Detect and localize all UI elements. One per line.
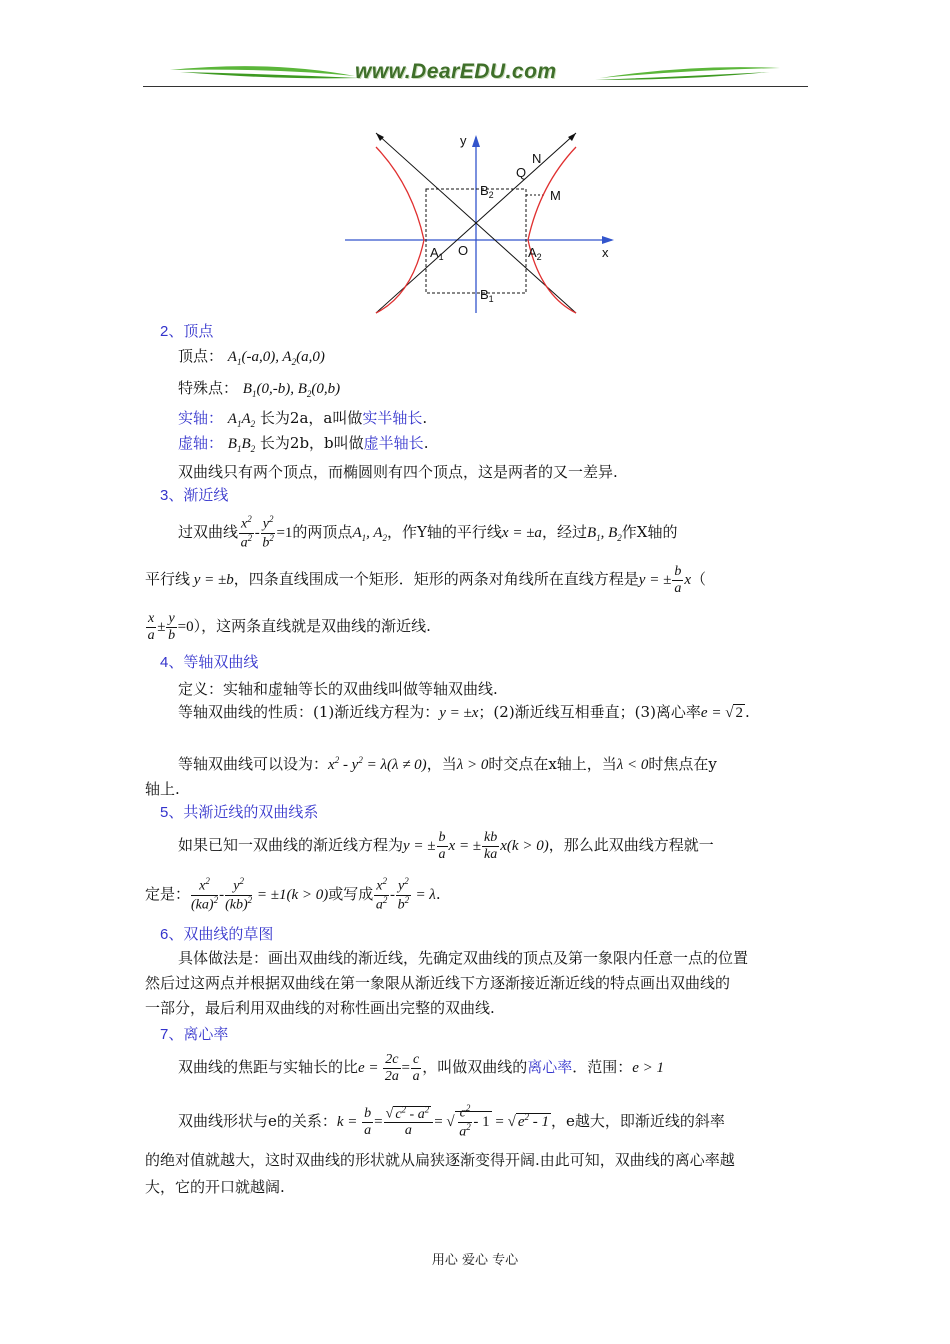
- vertex-note: 双曲线只有两个顶点，而椭圆则有四个顶点，这是两者的又一差异.: [178, 463, 618, 481]
- asymptote-para-3: $\frac{x}{a}$ ± $\frac{y}{b}$ =0），这两条直线就是双曲线的渐近线.: [147, 611, 431, 643]
- section-3-title: 3、渐近线: [160, 487, 229, 504]
- common-asymptote-para-1: 如果已知一双曲线的渐近线方程为y = ± $\frac{b}{a}$ x = ± $\frac{kb}{ka}$ x(k > 0)，那么此双曲线方程就一: [178, 830, 714, 862]
- imag-axis-label: 虚轴：: [178, 434, 224, 452]
- equilateral-properties: 等轴双曲线的性质：(1)渐近线方程为：y = ±x；(2)渐近线互相垂直；(3)离心率e = √ 2 .: [178, 703, 750, 721]
- x-axis-arrow: [602, 236, 614, 244]
- svg-text:x: [602, 245, 609, 260]
- eccentricity-line-4: 大，它的开口就越阔.: [145, 1178, 285, 1196]
- svg-text:A1: [430, 245, 444, 262]
- eccentricity-para-2: 双曲线形状与e的关系：k = $\frac{b}{a}$ = $\frac{√ c^2 - a^2}{a}$ = √ $\frac{c^2}{a^2}$ - 1 = √ $e^2 - 1$ ，e越大，即渐近线的斜率: [178, 1103, 725, 1140]
- vertex-formula: $A_1(-a,0)$, $A_2(a,0)$: [227, 349, 325, 367]
- eccentricity-para-1: 双曲线的焦距与实轴长的比e = $\frac{2c}{2a}$ = $\frac{c}{a}$ ，叫做双曲线的离心率．范围：e > 1: [178, 1052, 665, 1084]
- site-url: www.DearEDU.com: [355, 60, 557, 83]
- label-origin: O: [458, 243, 469, 258]
- imag-axis-formula: $B_1B_2$: [227, 436, 256, 454]
- section-7-title: 7、离心率: [160, 1026, 229, 1043]
- page-footer: 用心 爱心 专心: [431, 1253, 519, 1268]
- svg-text:M: [550, 188, 561, 203]
- real-axis-text: 长为2a，a叫做: [255, 409, 363, 427]
- equilateral-setup-2: 轴上.: [145, 780, 180, 798]
- real-axis-formula: $A_1A_2$: [227, 411, 256, 429]
- hyperbola-figure: [340, 125, 620, 317]
- svg-text:O: [458, 243, 468, 258]
- hyperbola-right-branch: [528, 147, 576, 313]
- section-4-title: 4、等轴双曲线: [160, 654, 259, 671]
- svg-text:A2: [528, 245, 542, 262]
- label-b1: B: [480, 287, 489, 302]
- real-axis-line: 实轴： $A_1A_2$ 长为2a，a叫做实半轴长.: [178, 409, 428, 429]
- section-5-title: 5、共渐近线的双曲线系: [160, 804, 319, 821]
- special-label: 特殊点：: [178, 379, 239, 397]
- asymptote-para-2: 平行线 y = ±b，四条直线围成一个矩形．矩形的两条对角线所在直线方程是y = ± $\frac{b}{a}$ x（: [145, 564, 706, 596]
- asymptote-para-1: 过双曲线 $\frac{x^2}{a^2}$ - $\frac{y^2}{b^2}$ =1的两顶点$A_1$, $A_2$，作Y轴的平行线x = ±a，经过$B_1$, $B_2$作X轴的: [178, 514, 678, 551]
- equilateral-setup-1: 等轴双曲线可以设为：$x^2 - y^2 = \lambda(\lambda \ne 0)$，当λ > 0时交点在x轴上，当λ < 0时焦点在y: [178, 755, 717, 773]
- header-rule: [143, 86, 808, 87]
- section-6-title: 6、双曲线的草图: [160, 926, 274, 943]
- label-b2-sub: 2: [488, 190, 494, 200]
- label-a1-sub: 1: [438, 252, 444, 262]
- sketch-line-3: 一部分，最后利用双曲线的对称性画出完整的双曲线.: [145, 999, 495, 1017]
- special-formula: $B_1(0,-b)$, $B_2(0,b)$: [242, 381, 341, 399]
- label-q: Q: [516, 165, 527, 180]
- label-b1-sub: 1: [488, 294, 494, 304]
- svg-text:B2: [480, 183, 494, 200]
- equilateral-definition: 定义：实轴和虚轴等长的双曲线叫做等轴双曲线.: [178, 680, 498, 698]
- y-axis-arrow: [472, 135, 480, 147]
- real-axis-term: 实半轴长: [362, 409, 423, 427]
- hyperbola-left-branch: [376, 147, 424, 313]
- real-axis-label: 实轴：: [178, 409, 224, 427]
- imag-axis-text: 长为2b，b叫做: [255, 434, 364, 452]
- common-asymptote-para-2: 定是： $\frac{x^2}{(ka)^2}$ - $\frac{y^2}{(kb)^2}$ = ±1(k > 0)或写成 $\frac{x^2}{a^2}$ - $\frac{y^2}{b^2}$ = λ.: [145, 876, 441, 913]
- label-x: x: [602, 245, 609, 260]
- imag-axis-term: 虚半轴长: [363, 434, 424, 452]
- special-point-line: [178, 378, 340, 404]
- label-a1: A: [430, 245, 439, 260]
- vertex-line: [178, 346, 325, 372]
- label-y: y: [460, 133, 467, 148]
- vertex-label: 顶点：: [178, 347, 224, 365]
- label-a2: A: [528, 245, 537, 260]
- imag-axis-line: 虚轴： $B_1B_2$ 长为2b，b叫做虚半轴长.: [178, 434, 429, 454]
- section-2-title: 2、顶点: [160, 323, 214, 340]
- eccentricity-line-3: 的绝对值就越大，这时双曲线的形状就从扁狭逐渐变得开阔.由此可知，双曲线的离心率越: [145, 1151, 735, 1169]
- label-n: N: [532, 151, 542, 166]
- sketch-line-1: 具体做法是：画出双曲线的渐近线，先确定双曲线的顶点及第一象限内任意一点的位置: [178, 949, 749, 967]
- label-b2: B: [480, 183, 489, 198]
- svg-text:y: [460, 133, 467, 148]
- svg-text:B1: [480, 287, 494, 304]
- label-a2-sub: 2: [536, 252, 542, 262]
- label-m: M: [550, 188, 561, 203]
- svg-text:N: [532, 151, 541, 166]
- sketch-line-2: 然后过这两点并根据双曲线在第一象限从渐近线下方逐渐接近渐近线的特点画出双曲线的: [145, 974, 731, 992]
- svg-text:Q: [516, 165, 526, 180]
